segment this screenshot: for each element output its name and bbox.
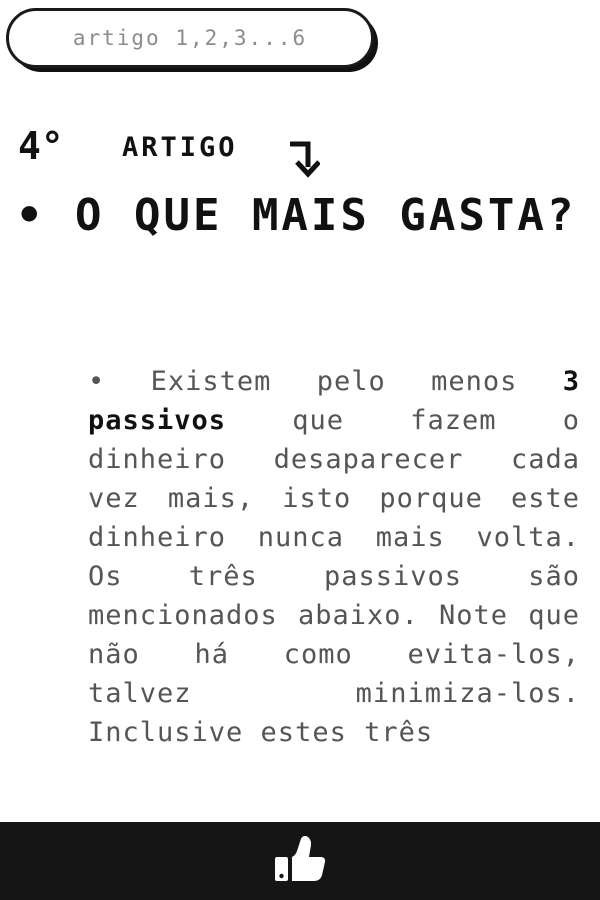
article-heading <box>18 118 578 178</box>
breadcrumb[interactable] <box>6 8 378 72</box>
article-paragraph <box>88 362 580 752</box>
thumbs-up-icon <box>272 833 328 889</box>
paragraph-part-3: Inclusive estes três <box>88 717 434 748</box>
arrow-turn-down-right-icon <box>286 140 320 180</box>
page-title <box>16 186 586 246</box>
title-text: O QUE MAIS GASTA? <box>75 190 577 241</box>
paragraph-part-2: que fazem o dinheiro desaparecer cada vez mais, isto porque este dinheiro nunca mais volta. Os três passivos são mencionados abaixo. Note que não há como evita-los, talvez minimiza-los. <box>88 405 580 709</box>
like-button[interactable] <box>268 832 332 890</box>
paragraph-highlight: 3 passivos <box>88 366 580 436</box>
article-word: ARTIGO <box>122 132 238 163</box>
paragraph-part-1: Existem pelo menos <box>150 366 563 397</box>
breadcrumb-label: artigo 1,2,3...6 <box>72 26 308 50</box>
article-number: 4° <box>18 124 64 168</box>
breadcrumb-pill[interactable] <box>6 8 374 68</box>
bottom-bar <box>0 822 600 900</box>
paragraph-bullet: • <box>88 366 106 397</box>
title-bullet: • <box>16 190 46 241</box>
